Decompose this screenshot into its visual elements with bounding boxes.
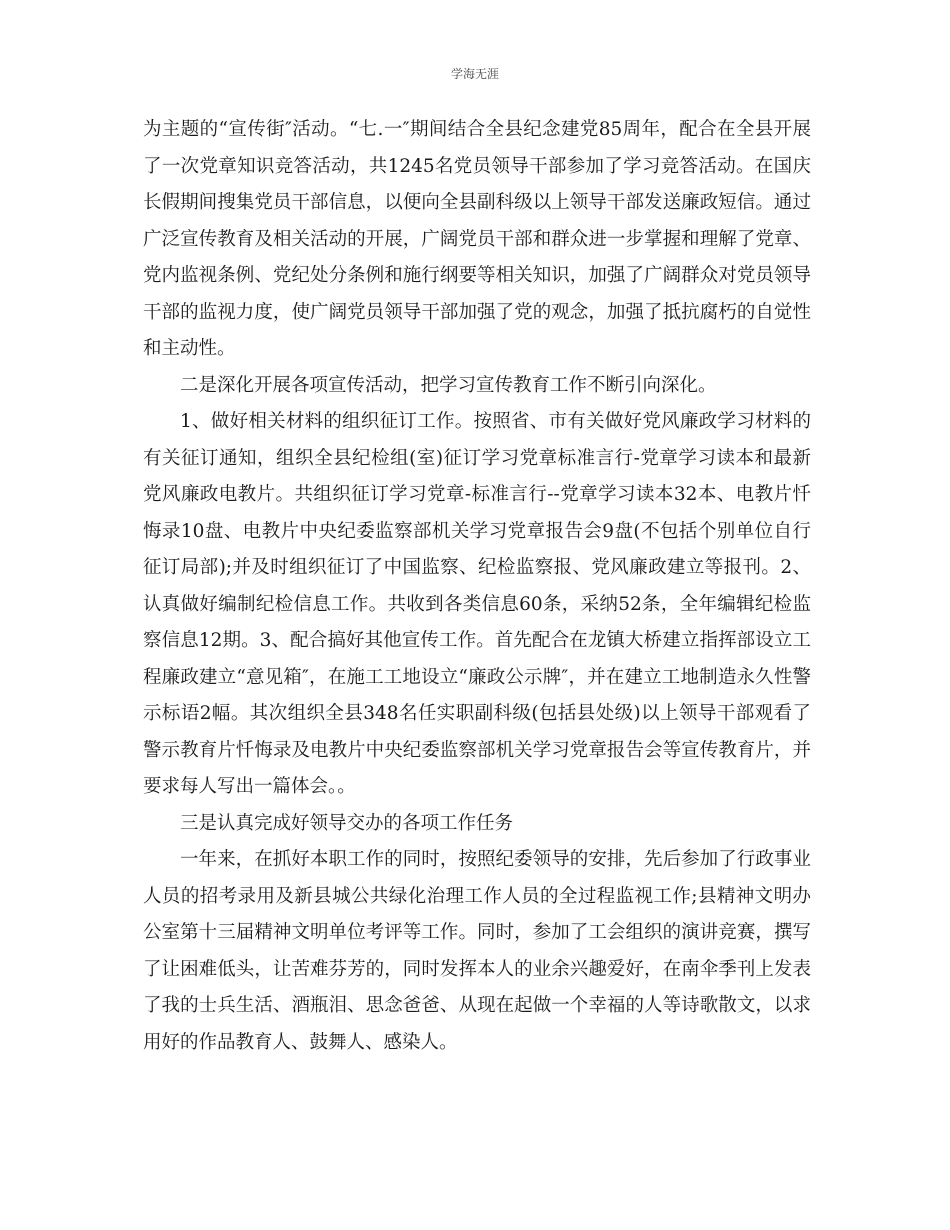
paragraph-1: 为主题的“宣传街″活动。“七.一″期间结合全县纪念建党85周年，配合在全县开展了一次党章知识竞答活动，共1245名党员领导干部参加了学习竞答活动。在国庆长假期间搜集党员干部信息，以便向全县副科级以上领导干部发送廉政短信。通过广泛宣传教育及相关活动的开展，广阔党员干部和群众进一步掌握和理解了党章、党内监视条例、党纪处分条例和施行纲要等相关知识，加强了广阔群众对党员领导干部的监视力度，使广阔党员领导干部加强了党的观念，加强了抵抗腐朽的自觉性和主动性。 [143,119,811,359]
document-body [143,112,811,1061]
page-header: 学海无涯 [450,67,499,81]
paragraph-5: 一年来，在抓好本职工作的同时，按照纪委领导的安排，先后参加了行政事业人员的招考录用及新县城公共绿化治理工作人员的全过程监视工作;县精神文明办公室第十三届精神文明单位考评等工作。同时，参加了工会组织的演讲竞赛，撰写了让困难低头，让苦难芬芳的，同时发挥本人的业余兴趣爱好，在南伞季刊上发表了我的士兵生活、酒瓶泪、思念爸爸、从现在起做一个幸福的人等诗歌散文，以求用好的作品教育人、鼓舞人、感染人。 [143,849,811,1053]
paragraph-4: 三是认真完成好领导交办的各项工作任务 [180,812,514,834]
paragraph-3: 1、做好相关材料的组织征订工作。按照省、市有关做好党风廉政学习材料的有关征订通知，组织全县纪检组(室)征订学习党章标准言行-党章学习读本和最新党风廉政电教片。共组织征订学习党章-标准言行--党章学习读本32本、电教片忏悔录10盘、电教片中央纪委监察部机关学习党章报告会9盘(不包括个别单位自行征订局部);并及时组织征订了中国监察、纪检监察报、党风廉政建立等报刊。2、认真做好编制纪检信息工作。共收到各类信息60条，采纳52条，全年编辑纪检监察信息12期。3、配合搞好其他宣传工作。首先配合在龙镇大桥建立指挥部设立工程廉政建立“意见箱″，在施工工地设立“廉政公示牌″，并在建立工地制造永久性警示标语2幅。其次组织全县348名任实职副科级(包括县处级)以上领导干部观看了警示教育片忏悔录及电教片中央纪委监察部机关学习党章报告会等宣传教育片，并要求每人写出一篇体会。。 [143,411,811,797]
paragraph-2: 二是深化开展各项宣传活动，把学习宣传教育工作不断引向深化。 [180,374,717,396]
